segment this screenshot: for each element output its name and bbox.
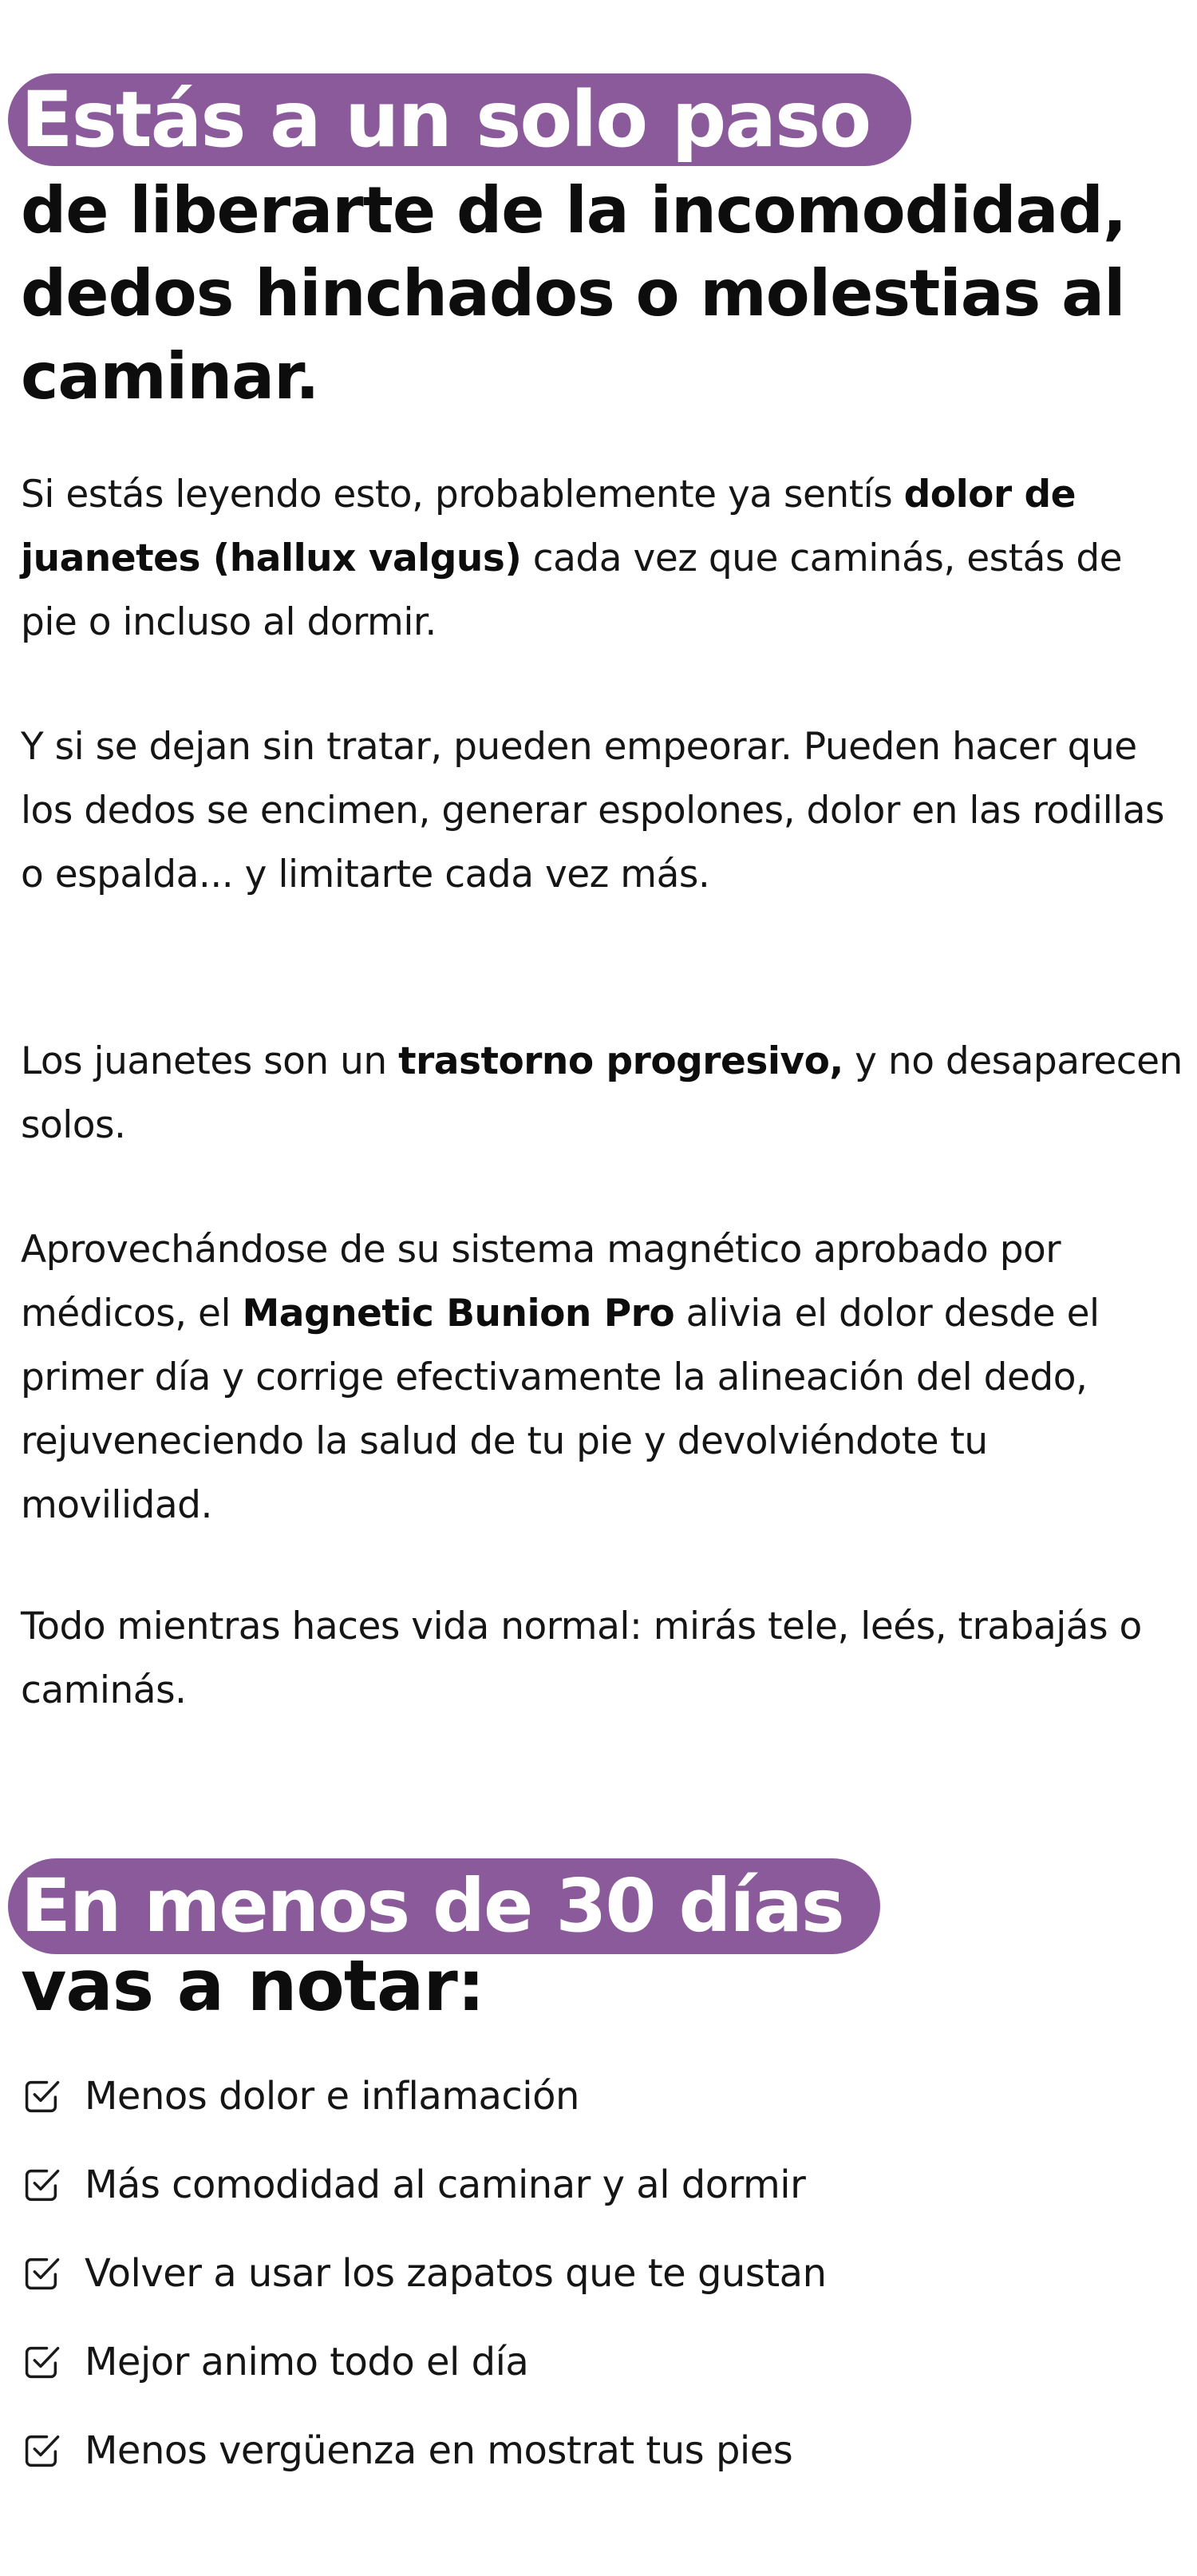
benefit-item xyxy=(21,2229,1186,2317)
checkbox-check-icon xyxy=(21,2430,62,2471)
benefits-heading: vas a notar: xyxy=(21,1945,484,2027)
benefit-label: Mejor animo todo el día xyxy=(85,2339,529,2384)
benefit-item xyxy=(21,2140,1186,2229)
product-paragraph xyxy=(21,1218,1186,1537)
intro-text-bold: dolor de juanetes (hallux valgus) xyxy=(21,473,1077,580)
intro-text-end: cada vez que caminás, estás de pie o incluso al dormir. xyxy=(21,536,1123,644)
benefit-item xyxy=(21,2317,1186,2406)
benefits-list xyxy=(21,2052,1186,2495)
progressive-paragraph xyxy=(21,1030,1186,1157)
intro-paragraph xyxy=(21,463,1186,655)
benefit-label: Menos dolor e inflamación xyxy=(85,2073,579,2119)
benefits-highlight: En menos de 30 días xyxy=(8,1858,880,1954)
checkbox-check-icon xyxy=(21,2253,62,2294)
headline-highlight: Estás a un solo paso xyxy=(8,73,911,166)
benefit-item xyxy=(21,2406,1186,2495)
checkbox-check-icon xyxy=(21,2341,62,2383)
intro-text-start: Si estás leyendo esto, probablemente ya sentís xyxy=(21,473,904,516)
checkbox-check-icon xyxy=(21,2164,62,2206)
warning-paragraph: Y si se dejan sin tratar, pueden empeorar. Pueden hacer que los dedos se encimen, generar espolones, dolor en las rodillas o espalda... y limitarte cada vez más. xyxy=(21,725,1164,896)
product-text-end: alivia el dolor desde el primer día y corrige efectivamente la alineación del dedo, rejuveneciendo la salud de tu pie y devolviéndote tu movilidad. xyxy=(21,1292,1100,1527)
daily-life-paragraph: Todo mientras haces vida normal: mirás tele, leés, trabajás o caminás. xyxy=(21,1605,1142,1712)
benefit-label: Más comodidad al caminar y al dormir xyxy=(85,2162,806,2207)
checkbox-check-icon xyxy=(21,2075,62,2117)
benefit-item xyxy=(21,2052,1186,2140)
product-name: Magnetic Bunion Pro xyxy=(242,1292,675,1335)
progressive-text-bold: trastorno progresivo, xyxy=(398,1039,843,1083)
benefit-label: Volver a usar los zapatos que te gustan xyxy=(85,2250,827,2296)
headline-text: de liberarte de la incomodidad, dedos hinchados o molestias al caminar. xyxy=(21,173,1127,414)
progressive-text-end: y no desaparecen solos. xyxy=(21,1039,1183,1147)
progressive-text-start: Los juanetes son un xyxy=(21,1039,399,1083)
product-text-start: Aprovechándose de su sistema magnético aprobado por médicos, el xyxy=(21,1228,1061,1335)
benefit-label: Menos vergüenza en mostrat tus pies xyxy=(85,2428,793,2473)
